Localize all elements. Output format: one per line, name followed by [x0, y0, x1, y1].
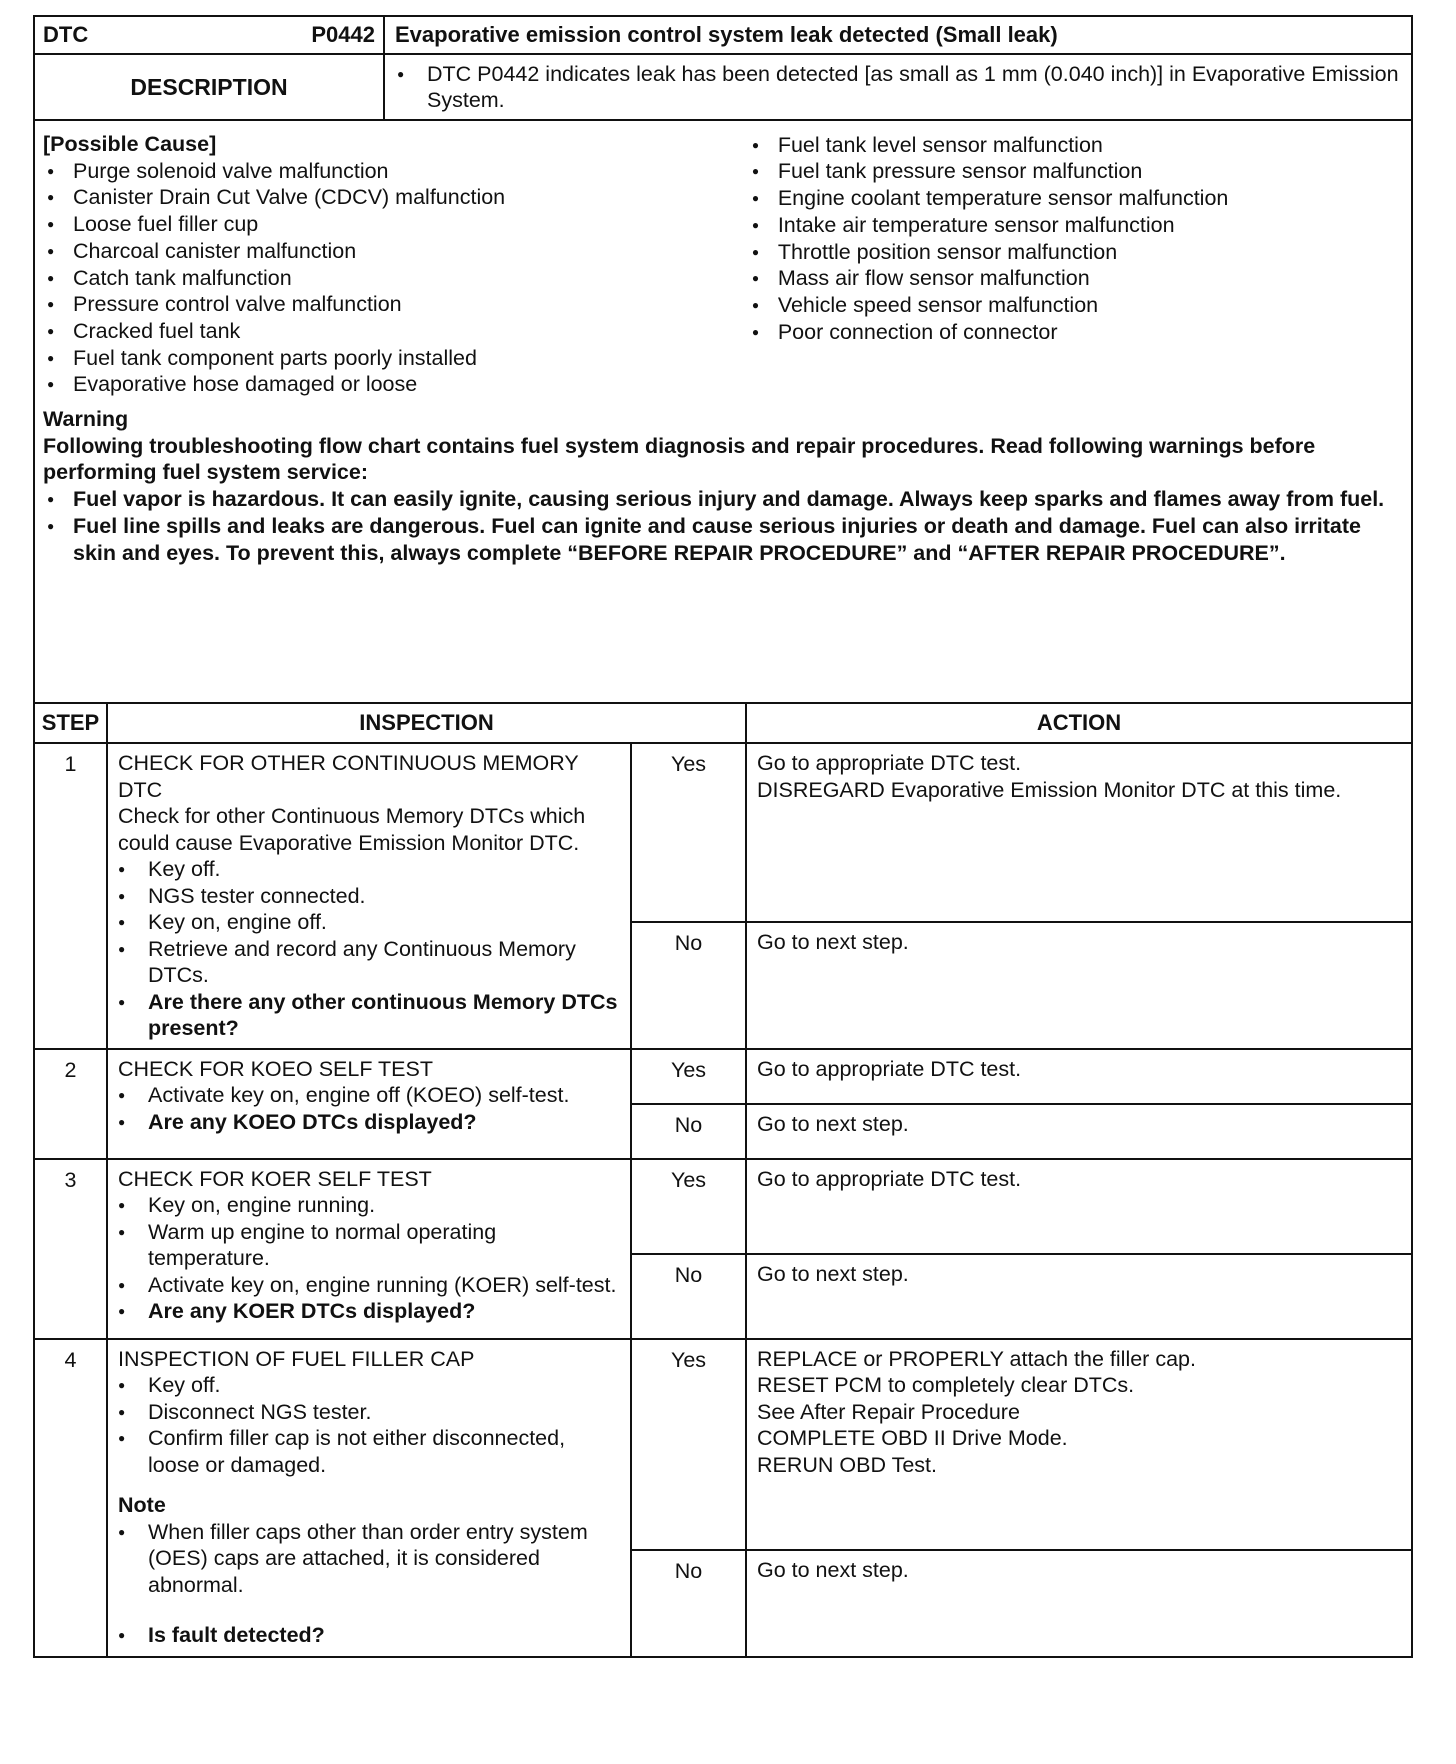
step-number: 2 [34, 1049, 107, 1159]
cause-item: ● Fuel tank level sensor malfunction [748, 132, 1403, 159]
cause-item: ● Catch tank malfunction [43, 265, 748, 292]
cause-item: ● Intake air temperature sensor malfunction [748, 212, 1403, 239]
action-line: REPLACE or PROPERLY attach the filler cap. [757, 1346, 1196, 1371]
possible-cause-title: [Possible Cause] [43, 132, 217, 156]
note-title: Note [118, 1493, 166, 1517]
step-number: 1 [34, 743, 107, 1049]
no-label: No [631, 1104, 746, 1159]
inspection-question: ● Are any KOER DTCs displayed? [118, 1298, 620, 1325]
no-action [746, 1104, 1412, 1159]
inspection-question: ● Are there any other continuous Memory DTCs present? [118, 989, 620, 1042]
step-number: 4 [34, 1339, 107, 1657]
inspection-bullet: ● Activate key on, engine off (KOEO) self-test. [118, 1082, 620, 1109]
description-text-cell [384, 54, 1412, 120]
cause-item: ● Cracked fuel tank [43, 318, 748, 345]
inspection-bullet: ● Retrieve and record any Continuous Memory DTCs. [118, 936, 620, 989]
yes-action [746, 1339, 1412, 1550]
inspection-bullet: ● Activate key on, engine running (KOER) self-test. [118, 1272, 620, 1299]
step-number: 3 [34, 1159, 107, 1339]
no-label: No [631, 922, 746, 1049]
yes-label: Yes [631, 1049, 746, 1104]
action-line: RESET PCM to completely clear DTCs. [757, 1373, 1135, 1397]
inspection-question: ● Are any KOEO DTCs displayed? [118, 1109, 620, 1136]
warning-item: ● Fuel line spills and leaks are dangerous. Fuel can ignite and cause serious injuries or death and damage. Fuel can also irritate skin and eyes. To prevent this, always complete “BEFORE REPAIR PROCEDURE” and “AFTER REPAIR PROCEDURE”. [43, 513, 1403, 566]
inspection-bullet: ● Key on, engine running. [118, 1192, 620, 1219]
inspection-cell [107, 1049, 631, 1159]
description-text: ● DTC P0442 indicates leak has been detected [as small as 1 mm (0.040 inch)] in Evaporative Emission System. [397, 61, 1401, 113]
inspection-title: CHECK FOR KOER SELF TEST [118, 1166, 432, 1191]
dtc-title: Evaporative emission control system leak detected (Small leak) [384, 16, 1412, 54]
inspection-title: CHECK FOR OTHER CONTINUOUS MEMORY DTC [118, 751, 579, 802]
cause-item: ● Canister Drain Cut Valve (CDCV) malfunction [43, 184, 748, 211]
cause-item: ● Purge solenoid valve malfunction [43, 158, 748, 185]
action-line: Go to next step. [757, 1557, 909, 1582]
action-line: COMPLETE OBD II Drive Mode. [757, 1426, 1068, 1450]
action-line: Go to next step. [757, 1111, 909, 1136]
cause-item: ● Pressure control valve malfunction [43, 291, 748, 318]
no-action [746, 1550, 1412, 1657]
table-row [34, 743, 1412, 922]
yes-label: Yes [631, 1159, 746, 1254]
action-line: DISREGARD Evaporative Emission Monitor DTC at this time. [757, 777, 1342, 802]
inspection-title: INSPECTION OF FUEL FILLER CAP [118, 1346, 475, 1371]
inspection-bullet: ● Confirm filler cap is not either disconnected, loose or damaged. [118, 1425, 620, 1478]
warning-item: ● Fuel vapor is hazardous. It can easily ignite, causing serious injury and damage. Always keep sparks and flames away from fuel. [43, 486, 1403, 513]
action-line: Go to appropriate DTC test. [757, 1056, 1022, 1081]
possible-cause-section [33, 121, 1413, 702]
table-row [34, 1049, 1412, 1104]
cause-item: ● Vehicle speed sensor malfunction [748, 292, 1403, 319]
dtc-header-table [33, 15, 1413, 121]
no-action [746, 922, 1412, 1049]
yes-action [746, 743, 1412, 922]
inspection-bullet: ● Disconnect NGS tester. [118, 1399, 620, 1426]
action-line: Go to next step. [757, 1261, 909, 1286]
warning-title: Warning [43, 407, 129, 432]
cause-item: ● Loose fuel filler cup [43, 211, 748, 238]
cause-item: ● Fuel tank pressure sensor malfunction [748, 158, 1403, 185]
dtc-label: DTC [43, 22, 89, 47]
action-line: See After Repair Procedure [757, 1399, 1020, 1424]
cause-item: ● Fuel tank component parts poorly installed [43, 345, 748, 372]
inspection-bullet: ● Key on, engine off. [118, 909, 620, 936]
yes-action [746, 1159, 1412, 1254]
warning-intro: Following troubleshooting flow chart contains fuel system diagnosis and repair procedures. Read following warnings before performing fuel system service: [43, 433, 1316, 485]
action-line: Go to appropriate DTC test. [757, 1166, 1022, 1191]
no-action [746, 1254, 1412, 1339]
cause-list-right [748, 132, 1403, 398]
cause-item: ● Charcoal canister malfunction [43, 238, 748, 265]
dtc-code: P0442 [311, 22, 375, 47]
cause-item: ● Mass air flow sensor malfunction [748, 265, 1403, 292]
table-header-row [34, 703, 1412, 743]
inspection-text: Check for other Continuous Memory DTCs which could cause Evaporative Emission Monitor DTC. [118, 804, 586, 855]
step-column-header: STEP [34, 703, 107, 743]
cause-item: ● Throttle position sensor malfunction [748, 239, 1403, 266]
inspection-cell [107, 1159, 631, 1339]
inspection-title: CHECK FOR KOEO SELF TEST [118, 1056, 433, 1081]
yes-action [746, 1049, 1412, 1104]
inspection-cell [107, 1339, 631, 1657]
action-line: RERUN OBD Test. [757, 1452, 937, 1477]
note-bullet: ● When filler caps other than order entry system (OES) caps are attached, it is considered abnormal. [118, 1519, 620, 1599]
cause-item: ● Engine coolant temperature sensor malfunction [748, 185, 1403, 212]
inspection-bullet: ● Key off. [118, 856, 620, 883]
document-page [33, 15, 1413, 1658]
action-column-header: ACTION [746, 703, 1412, 743]
inspection-question: ● Is fault detected? [118, 1622, 620, 1649]
description-label: DESCRIPTION [34, 54, 384, 120]
table-row [34, 1159, 1412, 1254]
cause-list-left [43, 158, 748, 398]
table-row [34, 1339, 1412, 1550]
yes-label: Yes [631, 1339, 746, 1550]
action-line: Go to appropriate DTC test. [757, 751, 1022, 775]
inspection-column-header: INSPECTION [107, 703, 746, 743]
no-label: No [631, 1550, 746, 1657]
cause-item: ● Poor connection of connector [748, 319, 1403, 346]
yes-label: Yes [631, 743, 746, 922]
inspection-bullet: ● NGS tester connected. [118, 883, 620, 910]
action-line: Go to next step. [757, 929, 909, 954]
dtc-code-cell [34, 16, 384, 54]
inspection-table [33, 702, 1413, 1658]
no-label: No [631, 1254, 746, 1339]
cause-item: ● Evaporative hose damaged or loose [43, 371, 748, 398]
inspection-bullet: ● Warm up engine to normal operating temperature. [118, 1219, 620, 1272]
inspection-bullet: ● Key off. [118, 1372, 620, 1399]
inspection-cell [107, 743, 631, 1049]
